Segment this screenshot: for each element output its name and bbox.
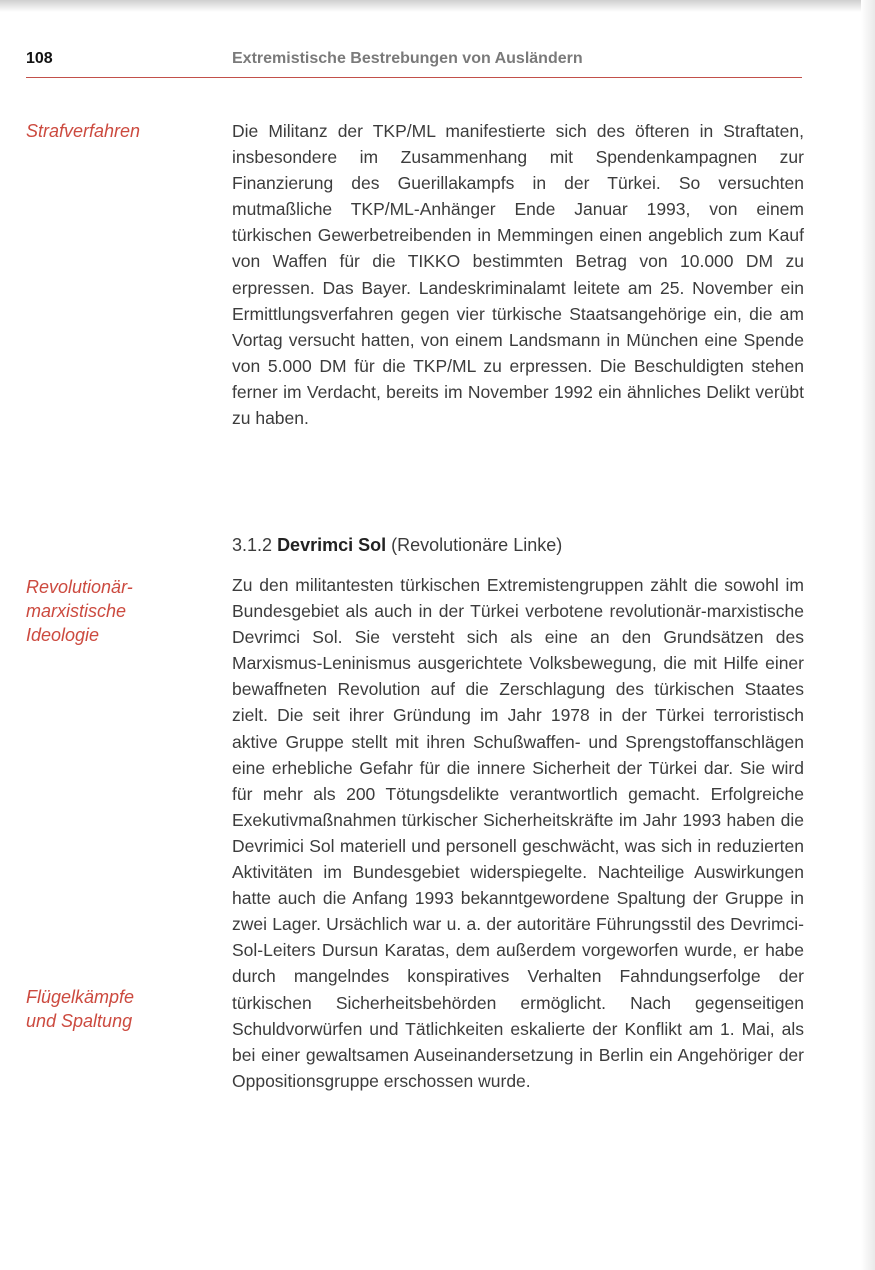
- section-translation: (Revolutionäre Linke): [391, 535, 563, 555]
- running-title: Extremistische Bestrebungen von Ausländern: [232, 50, 583, 67]
- header-rule: [26, 77, 802, 78]
- paragraph-strafverfahren: Die Militanz der TKP/ML manifestierte sich des öfteren in Straftaten, insbesondere im Zusammenhang mit Spendenkampagnen zur Finanzierung des Guerillakampfs in der Türkei. So versuchten mutmaßliche TKP/ML-Anhänger Ende Januar 1993, von einem türkischen Gewerbetreibenden in Memmingen einen angeblich zum Kauf von Waffen für die TIKKO bestimmten Betrag von 10.000 DM zu erpressen. Das Bayer. Landeskriminalamt leitete am 25. November ein Ermittlungsverfahren gegen vier türkische Staatsangehörige ein, die am Vortag versucht hatten, von einem Landsmann in München eine Spende von 5.000 DM für die TKP/ML zu erpressen. Die Beschuldigten stehen ferner im Verdacht, bereits im November 1992 ein ähnliches Delikt verübt zu haben.: [232, 121, 804, 429]
- section-name: Devrimci Sol: [277, 535, 387, 555]
- page-right-shadow: [861, 0, 875, 1270]
- section-heading: [232, 535, 562, 556]
- section-number: 3.1.2: [232, 535, 273, 555]
- page-top-shadow: [0, 0, 875, 12]
- paragraph-devrimci-sol: Zu den militantesten türkischen Extremistengruppen zählt die sowohl im Bundesgebiet als auch in der Türkei verbotene revolutionär-marxistische Devrimci Sol. Sie versteht sich als eine an den Grundsätzen des Marxismus-Leninismus ausgerichtete Volksbewegung, die mit Hilfe einer bewaffneten Revolution auf die Zerschlagung des türkischen Staates zielt. Die seit ihrer Gründung im Jahr 1978 in der Türkei terroristisch aktive Gruppe stellt mit ihren Schußwaffen- und Sprengstoffanschlägen eine erhebliche Gefahr für die innere Sicherheit der Türkei dar. Sie wird für mehr als 200 Tötungsdelikte verantwortlich gemacht. Erfolgreiche Exekutivmaßnahmen türkischer Sicherheitskräfte im Jahr 1993 haben die Devrimici Sol materiell und personell geschwächt, was sich in reduzierten Aktivitäten im Bundesgebiet widerspiegelte. Nachteilige Auswirkungen hatte auch die Anfang 1993 bekanntgewordene Spaltung der Gruppe in zwei Lager. Ursächlich war u. a. der autoritäre Führungsstil des Devrimci-Sol-Leiters Dursun Karatas, dem außerdem vorgeworfen wurde, er habe durch mangelndes konspiratives Verhalten Fahndungserfolge der türkischen Sicherheitsbehörden ermöglicht. Nach gegenseitigen Schuldvorwürfen und Tätlichkeiten eskalierte der Konflikt am 1. Mai, als bei einer gewaltsamen Auseinandersetzung in Berlin ein Angehöriger der Oppositionsgruppe erschossen wurde.: [232, 575, 804, 1091]
- margin-note-spaltung: Flügelkämpfe und Spaltung: [26, 987, 135, 1031]
- page-number: 108: [26, 50, 53, 67]
- margin-note-ideologie: Revolutionär- marxistische Ideologie: [26, 577, 133, 645]
- margin-note-strafverfahren: Strafverfahren: [26, 121, 141, 141]
